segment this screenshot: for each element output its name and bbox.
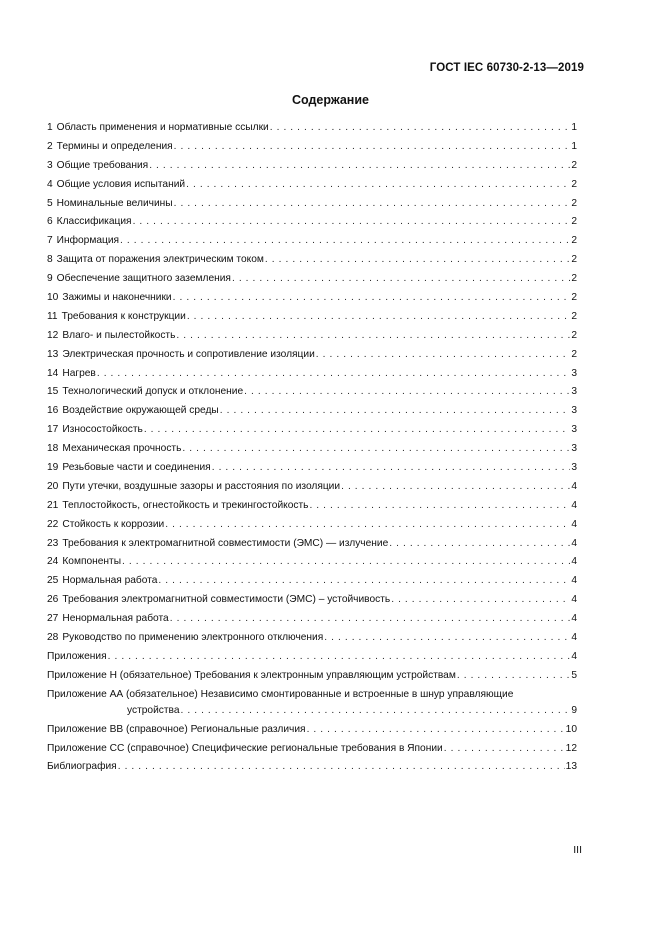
leader-dots	[97, 368, 571, 379]
toc-entry-number: 23	[47, 537, 59, 549]
leader-dots	[122, 556, 570, 567]
toc-entry-number: 5	[47, 197, 53, 209]
toc-entry[interactable]	[47, 556, 577, 575]
toc-entry-page: 2	[571, 159, 577, 171]
toc-entry[interactable]	[47, 198, 577, 217]
toc-entry-label: Библиография	[47, 761, 117, 773]
toc-entry-number: 24	[47, 556, 59, 568]
leader-dots	[341, 481, 570, 492]
toc-entry-page: 4	[571, 575, 577, 587]
toc-entry-page: 4	[571, 518, 577, 530]
toc-entry-label: Износостойкость	[62, 424, 143, 436]
toc-annex-bb[interactable]	[47, 724, 577, 743]
leader-dots	[180, 705, 570, 716]
toc-entry-label: Нагрев	[62, 367, 96, 379]
toc-entry-label: Общие требования	[56, 159, 149, 171]
toc-entry-page: 3	[571, 443, 577, 455]
toc-entry-page: 3	[571, 367, 577, 379]
toc-entry-label: Приложение H (обязательное) Требования к электронным управляющим устройствам	[47, 669, 456, 681]
toc-entry-label: Электрическая прочность и сопротивление изоляции	[62, 348, 315, 360]
leader-dots	[133, 216, 571, 227]
toc-annex-aa-line1[interactable]	[47, 689, 577, 705]
toc-entry-page: 4	[571, 613, 577, 625]
toc-entry-label: Резьбовые части и соединения	[62, 462, 211, 474]
toc-title: Содержание	[291, 93, 369, 107]
toc-entry-page: 3	[571, 386, 577, 398]
toc-entry-page: 2	[571, 254, 577, 266]
toc-entry-number: 16	[47, 405, 59, 417]
toc-entry-page: 4	[571, 594, 577, 606]
leader-dots	[108, 651, 571, 662]
toc-entry[interactable]	[47, 235, 577, 254]
toc-entry-page: 4	[571, 556, 577, 568]
toc-entry-page: 9	[571, 704, 577, 716]
toc-entry-page: 10	[565, 723, 577, 735]
toc-entry-label: Обеспечение защитного заземления	[56, 273, 231, 285]
toc-entry-number: 28	[47, 632, 59, 644]
toc-entry-number: 3	[47, 159, 53, 171]
leader-dots	[165, 519, 570, 530]
toc-appendices[interactable]	[47, 651, 577, 670]
toc-entry[interactable]	[47, 594, 577, 613]
toc-entry-page: 2	[571, 273, 577, 285]
toc-entry-page: 13	[565, 761, 577, 773]
toc-entry[interactable]	[47, 179, 577, 198]
toc-entry-page: 3	[571, 424, 577, 436]
toc-entry-page: 2	[571, 348, 577, 360]
leader-dots	[173, 292, 571, 303]
toc-entry-page: 2	[571, 329, 577, 341]
toc-entry-number: 20	[47, 480, 59, 492]
toc-entry-number: 12	[47, 329, 59, 341]
toc-entry[interactable]	[47, 141, 577, 160]
toc-entry-label: Требования к электромагнитной совместимости (ЭМС) — излучение	[62, 537, 389, 549]
leader-dots	[316, 349, 571, 360]
toc-entry-label: Влаго- и пылестойкость	[62, 329, 176, 341]
toc-entry[interactable]	[47, 500, 577, 519]
toc-annex-aa-line2[interactable]	[47, 705, 577, 724]
toc-bibliography[interactable]	[47, 761, 577, 780]
toc-entry[interactable]	[47, 273, 577, 292]
toc-entry-number: 26	[47, 594, 59, 606]
toc-entry-label: Приложение СС (справочное) Специфические региональные требования в Японии	[47, 742, 443, 754]
toc-entry-number: 13	[47, 348, 59, 360]
leader-dots	[270, 122, 571, 133]
leader-dots	[244, 386, 570, 397]
leader-dots	[182, 443, 570, 454]
toc-entry-label: Технологический допуск и отклонение	[62, 386, 244, 398]
leader-dots	[457, 670, 570, 681]
toc-entry-label: Классификация	[56, 216, 132, 228]
toc-entry-page: 2	[571, 197, 577, 209]
toc-entry-label: Пути утечки, воздушные зазоры и расстояния по изоляции	[62, 480, 341, 492]
toc-entry-label: Приложение ВВ (справочное) Региональные различия	[47, 723, 306, 735]
toc-items	[47, 122, 577, 651]
leader-dots	[120, 235, 570, 246]
toc-entry[interactable]	[47, 349, 577, 368]
toc-entry[interactable]	[47, 632, 577, 651]
leader-dots	[174, 198, 571, 209]
toc-entry-page: 2	[571, 216, 577, 228]
toc-entry-label: Механическая прочность	[62, 443, 182, 455]
toc-entry[interactable]	[47, 386, 577, 405]
toc-entry-number: 18	[47, 443, 59, 455]
leader-dots	[389, 538, 570, 549]
toc-entry-number: 17	[47, 424, 59, 436]
toc-entry-page: 4	[571, 499, 577, 511]
leader-dots	[232, 273, 570, 284]
toc-entry[interactable]	[47, 613, 577, 632]
toc-entry-page: 1	[571, 122, 577, 133]
toc-entry[interactable]	[47, 160, 577, 179]
toc-entry-page: 5	[571, 669, 577, 681]
toc-entry[interactable]	[47, 254, 577, 273]
toc-entry-label: Требования электромагнитной совместимости (ЭМС) – устойчивость	[62, 594, 391, 606]
toc-entry-number: 11	[47, 310, 58, 322]
toc-entry-label: Зажимы и наконечники	[62, 292, 172, 304]
toc-entry[interactable]	[47, 424, 577, 443]
toc-entry-page: 4	[571, 537, 577, 549]
toc-entry-number: 14	[47, 367, 59, 379]
toc-entry-label: Общие условия испытаний	[56, 178, 186, 190]
leader-dots	[212, 462, 571, 473]
toc-entry-page: 4	[571, 632, 577, 644]
toc-entry[interactable]	[47, 462, 577, 481]
leader-dots	[265, 254, 570, 265]
leader-dots	[170, 613, 571, 624]
document-code: ГОСТ IEC 60730-2-13—2019	[429, 62, 584, 74]
toc-entry-number: 8	[47, 254, 53, 266]
toc-entry-page: 2	[571, 235, 577, 247]
toc-entry-page: 4	[571, 480, 577, 492]
leader-dots	[444, 743, 565, 754]
toc-entry-page: 3	[571, 405, 577, 417]
table-of-contents	[47, 122, 577, 780]
leader-dots	[187, 311, 571, 322]
leader-dots	[176, 330, 570, 341]
toc-entry[interactable]	[47, 368, 577, 387]
toc-entry-page: 12	[565, 742, 577, 754]
toc-entry-number: 21	[47, 499, 59, 511]
leader-dots	[324, 632, 570, 643]
toc-entry-number: 7	[47, 235, 53, 247]
toc-entry[interactable]	[47, 292, 577, 311]
toc-entry-page: 2	[571, 292, 577, 304]
toc-entry-label: Стойкость к коррозии	[62, 518, 165, 530]
leader-dots	[144, 424, 571, 435]
toc-entry[interactable]	[47, 216, 577, 235]
toc-entry-number: 2	[47, 140, 53, 152]
toc-entry[interactable]	[47, 311, 577, 330]
leader-dots	[391, 594, 570, 605]
toc-entry-number: 9	[47, 273, 53, 285]
toc-annex-cc[interactable]	[47, 743, 577, 762]
toc-entry-label: Воздействие окружающей среды	[62, 405, 219, 417]
toc-entry-number: 6	[47, 216, 53, 228]
toc-entry-label: Защита от поражения электрическим током	[56, 254, 264, 266]
toc-entry[interactable]	[47, 443, 577, 462]
toc-entry-label: Ненормальная работа	[62, 613, 169, 625]
toc-entry-number: 15	[47, 386, 59, 398]
toc-annex-h[interactable]	[47, 670, 577, 689]
toc-entry-label: Номинальные величины	[56, 197, 173, 209]
toc-entry[interactable]	[47, 330, 577, 349]
leader-dots	[174, 141, 571, 152]
toc-entry-label: Информация	[56, 235, 120, 247]
toc-entry-label: Область применения и нормативные ссылки	[56, 122, 269, 133]
leader-dots	[149, 160, 570, 171]
toc-entry-number: 19	[47, 462, 59, 474]
toc-entry-page: 1	[571, 140, 577, 152]
toc-entry[interactable]	[47, 538, 577, 557]
toc-entry[interactable]	[47, 122, 577, 141]
toc-entry-label: Приложение АА (обязательное) Независимо смонтированные и встроенные в шнур управляющие	[47, 688, 514, 700]
toc-entry-page: 3	[571, 462, 577, 474]
toc-entry[interactable]	[47, 575, 577, 594]
toc-entry-number: 25	[47, 575, 59, 587]
toc-entry-label: устройства	[127, 704, 180, 716]
toc-entry[interactable]	[47, 481, 577, 500]
toc-entry-label: Требования к конструкции	[61, 310, 186, 322]
toc-entry-label: Компоненты	[62, 556, 122, 568]
toc-entry-label: Термины и определения	[56, 140, 173, 152]
toc-entry-number: 22	[47, 518, 59, 530]
toc-entry-number: 27	[47, 613, 59, 625]
toc-entry[interactable]	[47, 405, 577, 424]
toc-entry-label: Теплостойкость, огнестойкость и трекингостойкость	[62, 499, 309, 511]
toc-entry-number: 4	[47, 178, 53, 190]
toc-entry-number: 1	[47, 122, 53, 133]
leader-dots	[158, 575, 570, 586]
toc-entry-number: 10	[47, 292, 59, 304]
toc-entry-page: 2	[571, 310, 577, 322]
toc-entry-label: Руководство по применению электронного отключения	[62, 632, 324, 644]
leader-dots	[220, 405, 571, 416]
toc-entry-page: 2	[571, 178, 577, 190]
leader-dots	[309, 500, 570, 511]
toc-entry-label: Приложения	[47, 650, 107, 662]
toc-entry[interactable]	[47, 519, 577, 538]
toc-entry-label: Нормальная работа	[62, 575, 158, 587]
leader-dots	[118, 761, 565, 772]
toc-entry-page: 4	[571, 650, 577, 662]
leader-dots	[307, 724, 565, 735]
page-number-roman: III	[573, 844, 582, 856]
leader-dots	[186, 179, 570, 190]
